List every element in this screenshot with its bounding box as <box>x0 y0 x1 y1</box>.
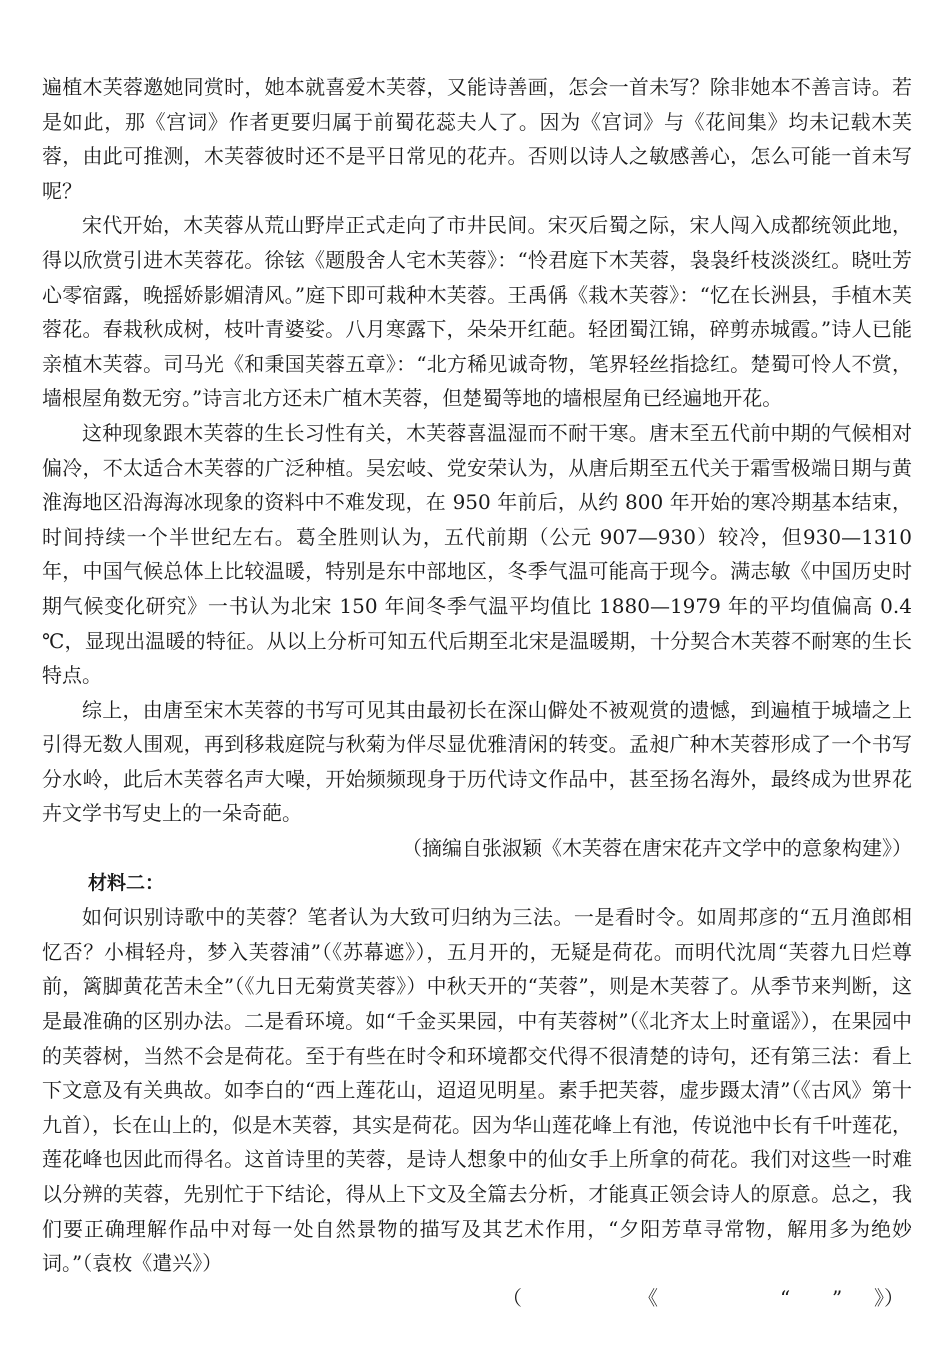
trailing-open-paren: （ <box>502 1285 522 1310</box>
trailing-open-book-mark: 《 <box>638 1285 658 1310</box>
trailing-open-quote: “ <box>780 1285 791 1310</box>
paragraph-summary: 综上，由唐至宋木芙蓉的书写可见其由最初长在深山僻处不被观赏的遗憾，到遍植于城墙之上引得无数人围观，再到移栽庭院与秋菊为伴尽显优雅清闲的转变。孟昶广种木芙蓉形成了一个书写分水岭，此后木芙蓉名声大噪，开始频频现身于历代诗文作品中，甚至扬名海外，最终成为世界花卉文学书写史上的一朵奇葩。 <box>42 697 912 826</box>
document-page <box>42 70 912 1315</box>
trailing-close-book-paren: 》） <box>874 1285 904 1310</box>
trailing-citation-marks <box>42 1281 912 1316</box>
paragraph-climate: 这种现象跟木芙蓉的生长习性有关，木芙蓉喜温湿而不耐干寒。唐末至五代前中期的气候相对偏冷，不太适合木芙蓉的广泛种植。吴宏岐、党安荣认为，从唐后期至五代关于霜雪极端日期与黄淮海地区沿海海冰现象的资料中不难发现，在 950 年前后，从约 800 年开始的寒冷期基本结束，时间持续一个半世纪左右。葛全胜则认为，五代前期（公元 907—930）较冷，但930—1310 年，中国气候总体上比较温暖，特别是东中部地区，冬季气温可能高于现今。满志敏《中国历史时期气候变化研究》一书认为北宋 150 年间冬季气温平均值比 1880—1979 年的平均值偏高 0.4 ℃，显现出温暖的特征。从以上分析可知五代后期至北宋是温暖期，十分契合木芙蓉不耐寒的生长特点。 <box>42 420 912 688</box>
trailing-close-quote: ” <box>832 1285 843 1310</box>
paragraph-song-dynasty: 宋代开始，木芙蓉从荒山野岸正式走向了市井民间。宋灭后蜀之际，宋人闯入成都统领此地，得以欣赏引进木芙蓉花。徐铉《题殷舍人宅木芙蓉》：“怜君庭下木芙蓉，袅袅纤枝淡淡红。晓吐芳心零宿露，晚摇娇影媚清风。”庭下即可栽种木芙蓉。王禹偁《栽木芙蓉》：“忆在长洲县，手植木芙蓉花。春栽秋成树，枝叶青婆娑。八月寒露下，朵朵开红葩。轻团蜀江锦，碎剪赤城霞。”诗人已能亲植木芙蓉。司马光《和秉国芙蓉五章》：“北方稀见诚奇物，笔界轻丝指捻红。楚蜀可怜人不赏，墙根屋角数无穷。”诗言北方还未广植木芙蓉，但楚蜀等地的墙根屋角已经遍地开花。 <box>42 213 912 411</box>
source-citation: （摘编自张淑颖《木芙蓉在唐宋花卉文学中的意象构建》） <box>402 836 912 861</box>
paragraph-continuation: 遍植木芙蓉邀她同赏时，她本就喜爱木芙蓉，又能诗善画，怎会一首未写？除非她本不善言诗。若是如此，那《宫词》作者更要归属于前蜀花蕊夫人了。因为《宫词》与《花间集》均未记载木芙蓉，由此可推测，木芙蓉彼时还不是平日常见的花卉。否则以诗人之敏感善心，怎么可能一首未写呢？ <box>42 75 912 203</box>
material-two-label: 材料二： <box>88 871 165 894</box>
paragraph-identify-furong: 如何识别诗歌中的芙蓉？笔者认为大致可归纳为三法。一是看时令。如周邦彦的“五月渔郎相忆否？小楫轻舟，梦入芙蓉浦”（《苏幕遮》），五月开的，无疑是荷花。而明代沈周“芙蓉九日烂尊前，篱脚黄花苦未全”（《九日无菊赏芙蓉》）中秋天开的“芙蓉”，则是木芙蓉了。从季节来判断，这是最准确的区别办法。二是看环境。如“千金买果园，中有芙蓉树”（《北齐太上时童谣》），在果园中的芙蓉树，当然不会是荷花。至于有些在时令和环境都交代得不很清楚的诗句，还有第三法：看上下文意及有关典故。如李白的“西上莲花山，迢迢见明星。素手把芙蓉，虚步蹑太清”（《古风》第十九首），长在山上的，似是木芙蓉，其实是荷花。因为华山莲花峰上有池，传说池中长有千叶莲花，莲花峰也因此而得名。这首诗里的芙蓉，是诗人想象中的仙女手上所拿的荷花。我们对这些一时难以分辨的芙蓉，先别忙于下结论，得从上下文及全篇去分析，才能真正领会诗人的原意。总之，我们要正确理解作品中对每一处自然景物的描写及其艺术作用，“夕阳芳草寻常物，解用多为绝妙词。”（袁枚《遣兴》） <box>42 905 912 1276</box>
